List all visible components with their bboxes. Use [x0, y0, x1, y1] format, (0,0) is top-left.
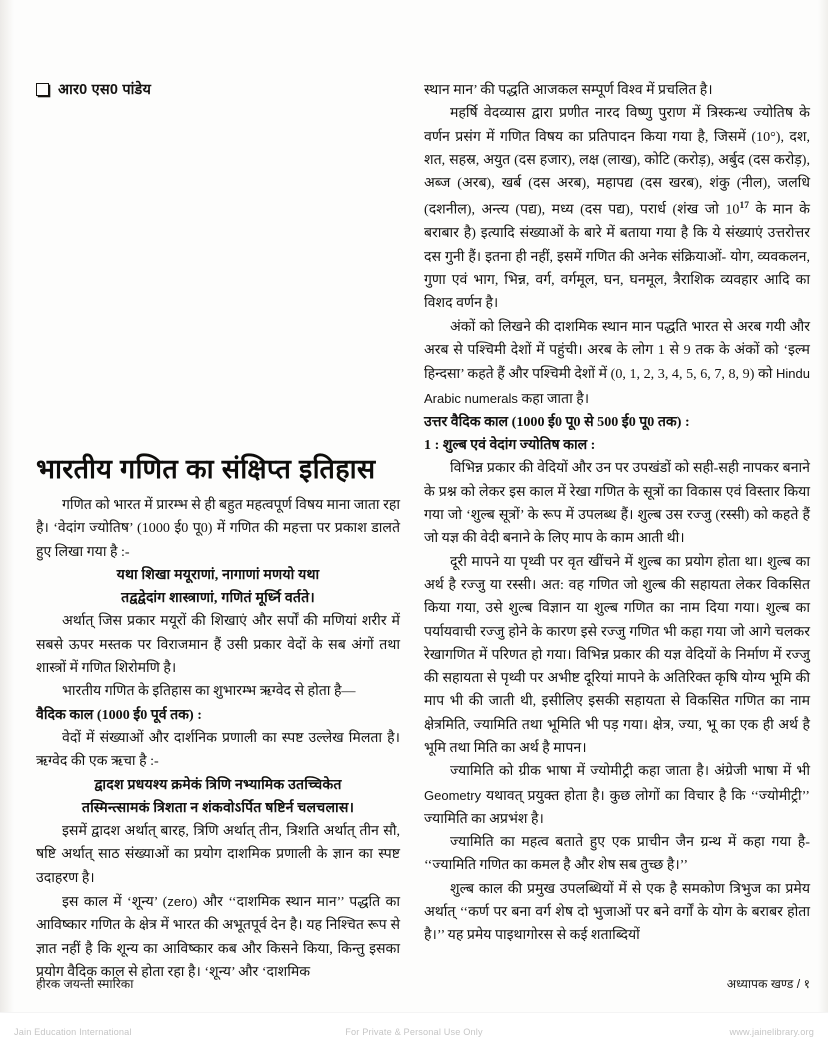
paragraph-para: दूरी मापने या पृथ्वी पर वृत खींचने में शुल्ब का प्रयोग होता था। शुल्ब का अर्थ है रज्जु या रस्सी। अत: वह गणित जो शुल्ब की सहायता लेकर विकसित किया गया, उसे शुल्ब विज्ञान या शुल्ब गणित का नाम दिया गया। शुल्ब का पर्यायवाची रज्जु होने के कारण इसे रज्जु गणित भी कहा गया जो आगे चलकर रेखागणित में परिणत हो गया। विभिन्न प्रकार की यज्ञ वेदियों के निर्माण में रज्जु की सहायता से पृथ्वी पर अभीष्ट दूरियां मापने के अतिरिक्त कृषि योग्य भूमि की माप भी की जाती थी, इसीलिए इसकी सहायता से विकसित गणित का नाम क्षेत्रमिति, ज्यामिति तथा भूमिति भी पड़ गया। क्षेत्र, ज्या, भू का एक ही अर्थ है भूमि तथा मिति का अर्थ है मापन।: [424, 553, 810, 756]
paragraph-para: विभिन्न प्रकार की वेदियों और उन पर उपखंडों को सही-सही नापकर बनाने के प्रश्न को लेकर इस काल में रेखा गणित के सूत्रों का विकास एवं विस्तार किया गया जो ‘शुल्ब सूत्रों’ के रूप में उपलब्ध हैं। शुल्ब उस रज्जु (रस्सी) को कहते हैं जो यज्ञ की वेदी बनाने के लिए माप के काम आती थी।: [424, 460, 810, 547]
latin-text-run: zero: [167, 894, 193, 910]
paragraph-verse: यथा शिखा मयूराणां, नागाणां मणयो यथा: [116, 566, 320, 583]
running-footer-left: हीरक जयन्ती स्मारिका: [36, 977, 134, 991]
paragraph-subhead: वैदिक काल (1000 ई0 पूर्व तक) :: [36, 706, 202, 723]
paragraph-para: वेदों में संख्याओं और दार्शनिक प्रणाली का स्पष्ट उल्लेख मिलता है। ऋग्वेद की एक ऋचा है :-: [36, 729, 400, 770]
paragraph-para: स्थान मान’ की पद्धति आजकल सम्पूर्ण विश्व में प्रचलित है।: [424, 82, 713, 98]
column-right: [424, 79, 810, 948]
paragraph-para: ज्यामिति का महत्व बताते हुए एक प्राचीन जैन ग्रन्थ में कहा गया है- ‘‘ज्यामिति गणित का कमल है और शेष सब तुच्छ है।’’: [424, 834, 810, 874]
watermark-right: www.jainelibrary.org: [729, 1027, 814, 1037]
paragraph-para: इसमें द्वादश अर्थात् बारह, त्रिणि अर्थात् तीन, त्रिशति अर्थात् तीन सौ, षष्टि अर्थात् साठ संख्याओं का प्रयोग दाशमिक प्रणाली के ज्ञान का स्पष्ट उदाहरण है।: [36, 823, 400, 886]
watermark-center: For Private & Personal Use Only: [345, 1027, 483, 1037]
latin-text-run: Hindu Arabic numerals: [424, 366, 810, 406]
author-byline: [36, 79, 151, 99]
paragraph-para: अर्थात् जिस प्रकार मयूरों की शिखाएं और सर्पों की मणियां शरीर में सबसे ऊपर मस्तक पर विराजमान हैं उसी प्रकार वेदों के सब अंगों तथा शास्त्रों में गणित शिरोमणि है।: [36, 613, 400, 677]
paragraph-para: भारतीय गणित के इतिहास का शुभारम्भ ऋग्वेद से होता है—: [62, 683, 356, 700]
author-name: आर0 एस0 पांडेय: [58, 82, 152, 98]
paragraph-subhead: उत्तर वैदिक काल (1000 ई0 पू0 से 500 ई0 पू0 तक) :: [424, 413, 690, 430]
paragraph-verse: तस्मिन्त्सामकं त्रिशता न शंकवोऽर्पित षष्टिर्न चलचलास।: [81, 799, 355, 816]
paragraph-para: इस काल में ‘शून्य’ (zero) और ‘‘दाशमिक स्थान मान’’ पद्धति का आविष्कार गणित के क्षेत्र में भारत की अभूतपूर्व देन है। यह निश्चित रूप से ज्ञात नहीं है कि शून्य का आविष्कार कब और किसने किया, किन्तु इसका प्रयोग वैदिक काल से होता रहा है। ‘शून्य’ और ‘दाशमिक: [36, 894, 400, 980]
watermark-footer: [0, 1012, 828, 1053]
paragraph-verse: तद्वद्वेदांग शास्त्राणां, गणितं मूर्ध्नि वर्तते।: [121, 590, 315, 607]
page-title: भारतीय गणित का संक्षिप्त इतिहास: [36, 454, 376, 484]
column-left: [36, 452, 400, 984]
square-bullet-icon: [36, 83, 49, 96]
paragraph-para: गणित को भारत में प्रारम्भ से ही बहुत महत्वपूर्ण विषय माना जाता रहा है। ‘वेदांग ज्योतिष’ (1000 ई0 पू0) में गणित की महत्ता पर प्रकाश डालते हुए लिखा गया है :-: [36, 497, 400, 560]
right-column-body: [424, 79, 810, 948]
paragraph-para: ज्यामिति को ग्रीक भाषा में ज्योमीट्री कहा जाता है। अंग्रेजी भाषा में भी Geometry यथावत् प्रयुक्त होता है। कुछ लोगों का विचार है कि ‘‘ज्योमीट्री’’ ज्यामिति का अप्रभंश है।: [424, 763, 810, 827]
watermark-left: Jain Education International: [14, 1027, 132, 1037]
superscript-exponent: 17: [739, 201, 749, 212]
paragraph-verse: द्वादश प्रधयश्य क्रमेकं त्रिणि नभ्यामिक उतच्चिकेत: [94, 776, 342, 793]
paragraph-para: अंकों को लिखने की दाशमिक स्थान मान पद्धति भारत से अरब गयी और अरब से पश्चिमी देशों में पहुंची। अरब के लोग 1 से 9 तक के अंकों को ‘इल्म हिन्दसा’ कहते हैं और पश्चिमी देशों में (0, 1, 2, 3, 4, 5, 6, 7, 8, 9) को Hindu Arabic numerals कहा जाता है।: [424, 318, 810, 407]
paragraph-para: महर्षि वेदव्यास द्वारा प्रणीत नारद विष्णु पुराण में त्रिस्कन्ध ज्योतिष के वर्णन प्रसंग में गणित विषय का प्रतिपादन किया गया है, जिसमें (10°), दश, शत, सहस्र, अयुत (दस हजार), लक्ष (लाख), कोटि (करोड़), अर्बुद (दस करोड़), अब्ज (अरब), खर्ब (दस अरब), महापद्य (दस खरब), शंकु (नील), जलधि (दशनील), अन्त्य (पद्य), मध्य (दस पद्य), परार्ध (शंख जो $10^{17}$ के मान के बराबार है) इत्यादि संख्याओं के बारे में बताया गया है कि ये संख्याएं उत्तरोत्तर दस गुनी हैं। इतना ही नहीं, इसमें गणित की अनेक संक्रियाओं- योग, व्यवकलन, गुणा एवं भाग, भिन्न, वर्ग, वर्गमूल, घन, घनमूल, त्रैराशिक व्यवहार आदि का विशद वर्णन है।: [424, 105, 810, 312]
paragraph-para: शुल्ब काल की प्रमुख उपलब्धियों में से एक है समकोण त्रिभुज का प्रमेय अर्थात् ‘‘कर्ण पर बना वर्ग शेष दो भुजाओं पर बने वर्गों के योग के बराबर होता है।’’ यह प्रमेय पाइथागोरस से कई शताब्दियों: [424, 880, 810, 944]
paragraph-subhead: 1 : शुल्ब एवं वेदांग ज्योतिष काल :: [424, 437, 596, 454]
running-footer-right: अध्यापक खण्ड / १: [726, 977, 810, 991]
left-column-body: [36, 494, 400, 984]
latin-text-run: Geometry: [424, 787, 482, 803]
